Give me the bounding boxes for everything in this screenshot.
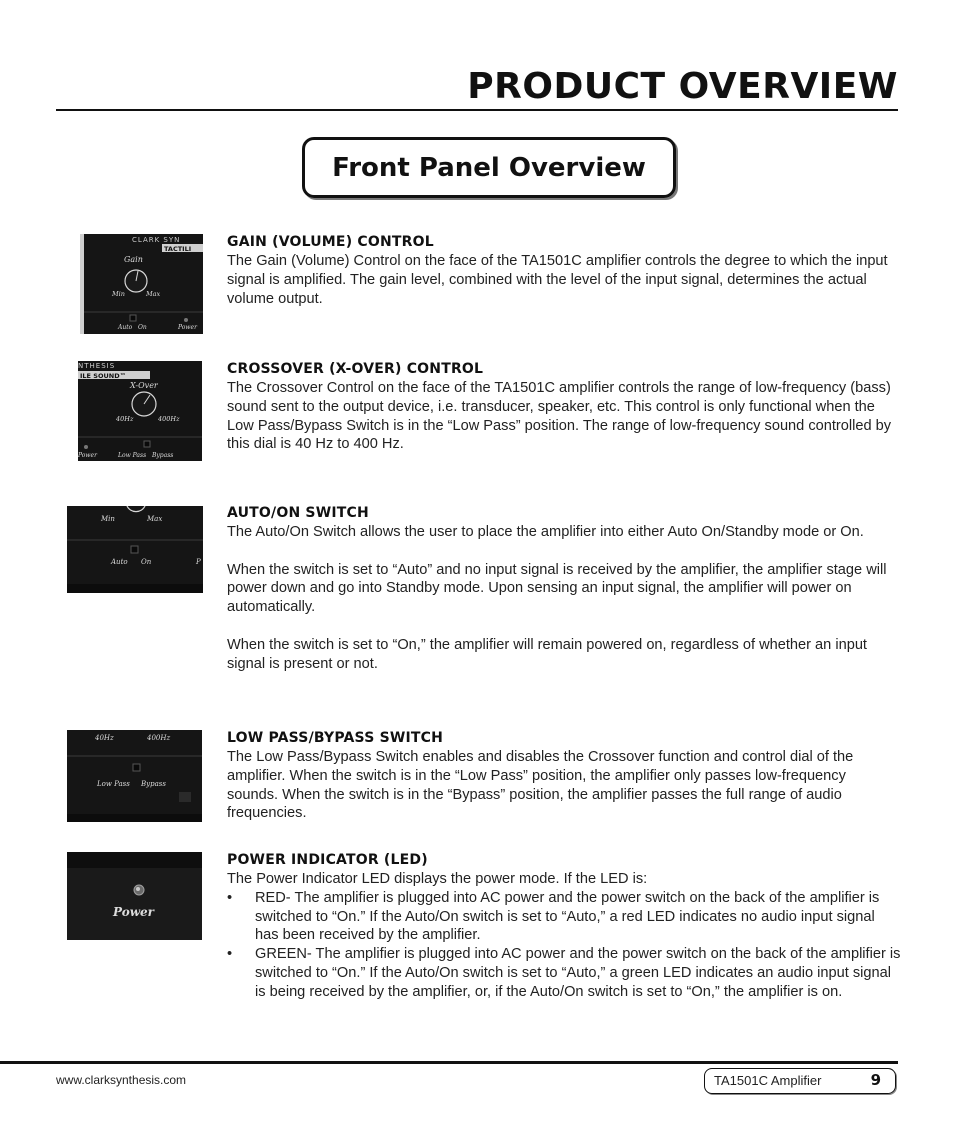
photo-40hz-label: 40Hz (116, 415, 134, 423)
photo-gain-label: Gain (124, 255, 143, 264)
photo-on-label: On (141, 558, 152, 566)
photo-auto-label: Auto (111, 558, 128, 566)
title-divider (56, 109, 898, 111)
footer-divider (0, 1061, 898, 1064)
photo-brand-text: TACTILI (164, 245, 192, 253)
power-indicator-photo (67, 852, 202, 940)
photo-max-label: Max (146, 290, 161, 298)
list-item-text: GREEN- The amplifier is plugged into AC power and the power switch on the back of the amplifier is switched to “On.” If the Auto/On switch is set to “Auto,” a green LED indicates an audio input signal is being received by the amplifier, or, if the Auto/On switch is set to “On,” the amplifier is on. (255, 946, 901, 1000)
photo-bypass-label: Bypass (141, 780, 166, 788)
section-body: The Power Indicator LED displays the power mode. If the LED is: (227, 871, 648, 887)
section-heading: POWER INDICATOR (LED) (227, 852, 428, 868)
led-status-list (227, 889, 901, 1002)
page-title: PRODUCT OVERVIEW (467, 66, 898, 107)
photo-brand-text: NTHESIS (78, 362, 116, 370)
list-item (227, 945, 901, 1001)
footer-badge (704, 1068, 896, 1094)
section-heading: AUTO/ON SWITCH (227, 505, 369, 521)
photo-min-label: Min (112, 290, 125, 298)
footer-url: www.clarksynthesis.com (56, 1073, 187, 1087)
bullet-marker: • (227, 889, 233, 906)
list-item-text: RED- The amplifier is plugged into AC power and the power switch on the back of the amplifier is switched to “On.” If the Auto/On switch is set to “Auto,” a red LED indicates no audio input signal has been received by the amplifier. (255, 889, 880, 944)
photo-max-label: Max (147, 515, 163, 523)
section-gain-control (227, 233, 901, 308)
section-paragraph: When the switch is set to “On,” the amplifier will remain powered on, regardless of whether an input signal is present or not. (227, 636, 867, 672)
section-auto-on-switch (227, 504, 901, 673)
section-power-indicator (227, 851, 901, 1002)
photo-power-partial: P (196, 558, 201, 566)
photo-bypass-label: Bypass (152, 452, 174, 459)
section-low-pass-bypass (227, 729, 901, 823)
photo-40hz-label: 40Hz (95, 734, 114, 742)
photo-400hz-label: 400Hz (158, 415, 180, 423)
photo-xover-label: X-Over (130, 381, 158, 390)
section-heading: GAIN (VOLUME) CONTROL (227, 234, 434, 250)
low-pass-bypass-photo (67, 730, 202, 822)
photo-brand-text: CLARK SYN (132, 236, 181, 244)
section-paragraph: The Auto/On Switch allows the user to place the amplifier into either Auto On/Standby mode or On. (227, 524, 864, 540)
photo-auto-label: Auto (118, 324, 133, 331)
list-item (227, 889, 901, 945)
section-title-box (302, 137, 676, 198)
photo-brand-text: ILE SOUND™ (80, 372, 127, 380)
section-heading: LOW PASS/BYPASS SWITCH (227, 730, 444, 746)
section-body: The Gain (Volume) Control on the face of the TA1501C amplifier controls the degree to which the input signal is amplified. The gain level, combined with the level of the input signal, determines the actual volume output. (227, 253, 888, 307)
photo-power-label: Power (113, 905, 154, 919)
gain-control-photo (80, 234, 203, 334)
photo-power-label: Power (178, 324, 197, 331)
photo-400hz-label: 400Hz (147, 734, 171, 742)
page-number: 9 (870, 1071, 881, 1089)
section-body: The Crossover Control on the face of the TA1501C amplifier controls the range of low-frequency (bass) sound sent to the output device, i.e. transducer, speaker, etc. This control is only functional when the Low Pass/Bypass Switch is in the “Low Pass” position. The range of low-frequency sound controlled by this dial is 40 Hz to 400 Hz. (227, 380, 892, 453)
bullet-marker: • (227, 946, 233, 963)
auto-on-switch-photo (67, 506, 203, 593)
section-crossover-control (227, 360, 901, 454)
crossover-control-photo (78, 361, 202, 461)
photo-on-label: On (138, 324, 147, 331)
section-title: Front Panel Overview (332, 152, 646, 183)
footer-product-name: TA1501C Amplifier (714, 1073, 822, 1088)
section-paragraph: When the switch is set to “Auto” and no input signal is received by the amplifier, the amplifier stage will power down and go into Standby mode. Upon sensing an input signal, the amplifier will power on automatically. (227, 561, 887, 616)
section-body: The Low Pass/Bypass Switch enables and disables the Crossover function and control dial of the amplifier. When the switch is in the “Low Pass” position, the amplifier only passes low-frequency sounds. When the switch is in the “Bypass” position, the amplifier passes the full range of audio frequencies. (227, 749, 854, 822)
photo-lowpass-label: Low Pass (97, 780, 130, 788)
photo-min-label: Min (101, 515, 115, 523)
photo-lowpass-label: Low Pass (118, 452, 147, 459)
section-heading: CROSSOVER (X-OVER) CONTROL (227, 361, 484, 377)
photo-power-label: Power (78, 452, 97, 459)
